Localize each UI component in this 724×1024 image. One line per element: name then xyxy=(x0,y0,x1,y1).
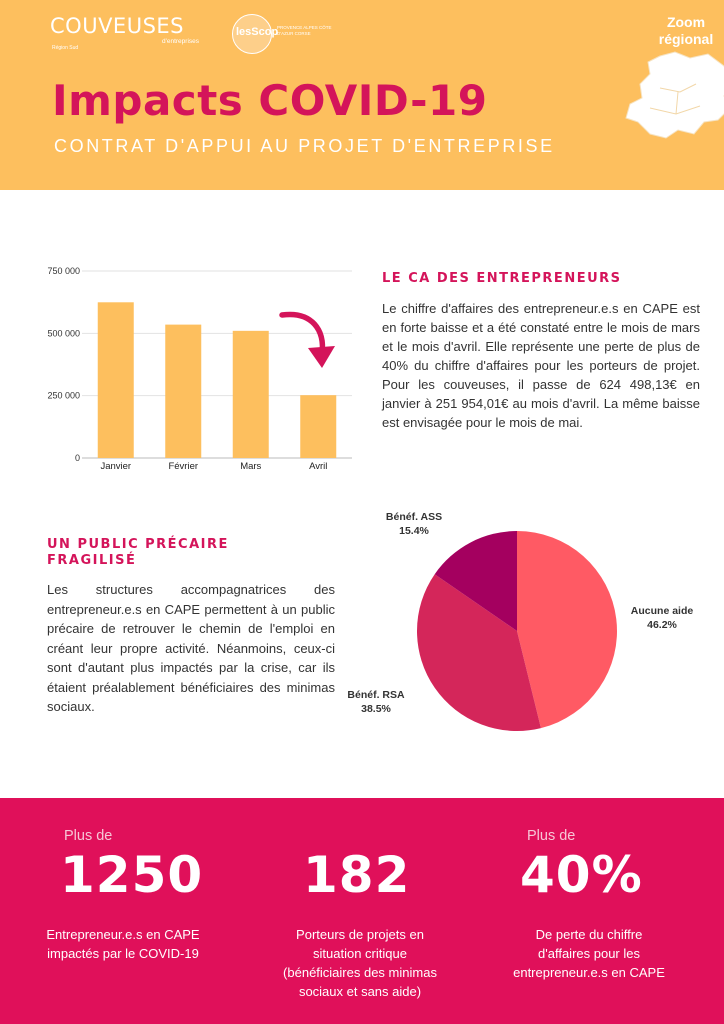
pie-value-label: 15.4% xyxy=(399,525,429,537)
region-map-icon xyxy=(620,48,724,158)
zoom-line-2: régional xyxy=(658,31,714,47)
lescop-region-text: PROVENCE ALPES CÔTE D'AZUR CORSE xyxy=(277,25,332,36)
stat-3-desc-line: De perte du chiffre xyxy=(535,927,643,942)
logo-main-text: COUVEUSES xyxy=(50,14,184,38)
stat-3-desc-line: entrepreneur.e.s en CAPE xyxy=(513,965,665,980)
bar-avril xyxy=(300,395,336,458)
pie-label: Aucune aide xyxy=(630,605,694,617)
stat-2-number: 182 xyxy=(303,846,411,904)
bar-chart-svg xyxy=(30,262,355,482)
bar-y-tick-label: 500 000 xyxy=(47,328,80,339)
pie-chart-svg xyxy=(340,500,724,750)
logo-region-text: Région Sud xyxy=(52,45,79,51)
stat-2-desc-line: Porteurs de projets en xyxy=(296,927,424,942)
header-banner xyxy=(0,0,724,190)
pie-label: Bénéf. RSA xyxy=(347,689,405,701)
stat-1-desc-line: Entrepreneur.e.s en CAPE xyxy=(46,927,200,942)
stats-banner xyxy=(0,798,724,1024)
stat-2-description xyxy=(262,925,458,1001)
aid-pie-chart xyxy=(340,500,724,750)
public-section-title: UN PUBLIC PRÉCAIRE FRAGILISÉ xyxy=(47,537,229,568)
stat-3-number: 40% xyxy=(520,846,643,904)
stat-1-number: 1250 xyxy=(60,846,204,904)
stat-3-prefix: Plus de xyxy=(527,828,576,844)
bar-mars xyxy=(233,331,269,458)
pie-value-label: 46.2% xyxy=(647,619,677,631)
ca-section-text: Le chiffre d'affaires des entrepreneur.e.s en CAPE est en forte baisse et a été constaté entre le mois de mars et le mois d'avril. Elle représente une perte de plus de 40% du chiffre d'affaires pour les porteurs de projet. Pour les couveuses, il passe de 624 498,13€ en janvier à 251 954,01€ au mois d'avril. La même baisse est envisagée pour le mois de mai. xyxy=(382,301,700,430)
stat-2-desc-line: sociaux et sans aide) xyxy=(298,984,422,999)
stat-2-desc-line: (bénéficiaires des minimas xyxy=(283,965,437,980)
bar-x-tick-label: Février xyxy=(168,461,199,472)
stat-2-desc-line: situation critique xyxy=(313,946,407,961)
logo-sub-text: d'entreprises xyxy=(162,38,200,45)
zoom-regional-label xyxy=(646,14,724,48)
pie-value-label: 38.5% xyxy=(361,703,391,715)
stat-1-prefix: Plus de xyxy=(64,828,113,844)
public-section-text: Les structures accompagnatrices des entrepreneur.e.s en CAPE permettent à un public précaire de retrouver le chemin de l'emploi en créant leur propre activité. Néanmoins, ceux-ci sont d'autant plus impactés par la crise, car ils étaient préalablement bénéficiaires des minimas sociaux. xyxy=(47,582,335,714)
zoom-line-1: Zoom xyxy=(666,14,706,30)
bar-y-tick-label: 0 xyxy=(74,453,80,463)
bar-janvier xyxy=(98,302,134,458)
stat-1-description xyxy=(30,925,216,963)
bar-x-tick-label: Mars xyxy=(240,461,262,472)
stat-3-desc-line: d'affaires pour les xyxy=(538,946,640,961)
bar-y-tick-label: 250 000 xyxy=(47,390,80,401)
stat-1-desc-line: impactés par le COVID-19 xyxy=(47,946,199,961)
bar-février xyxy=(165,325,201,458)
bar-y-tick-label: 750 000 xyxy=(47,266,80,276)
stat-3-description xyxy=(494,925,684,982)
ca-section-title: LE CA DES ENTREPRENEURS xyxy=(382,271,622,286)
pie-label: Bénéf. ASS xyxy=(385,511,443,523)
lescop-logo-text: lesScop xyxy=(236,26,279,38)
revenue-bar-chart xyxy=(30,262,355,482)
bar-x-tick-label: Avril xyxy=(309,461,328,472)
decline-arrow-head-icon xyxy=(308,346,335,368)
bar-x-tick-label: Janvier xyxy=(100,461,132,472)
page-subtitle: CONTRAT D'APPUI AU PROJET D'ENTREPRISE xyxy=(54,136,555,156)
page-title: Impacts COVID-19 xyxy=(52,76,488,125)
couveuses-logo xyxy=(50,14,220,54)
